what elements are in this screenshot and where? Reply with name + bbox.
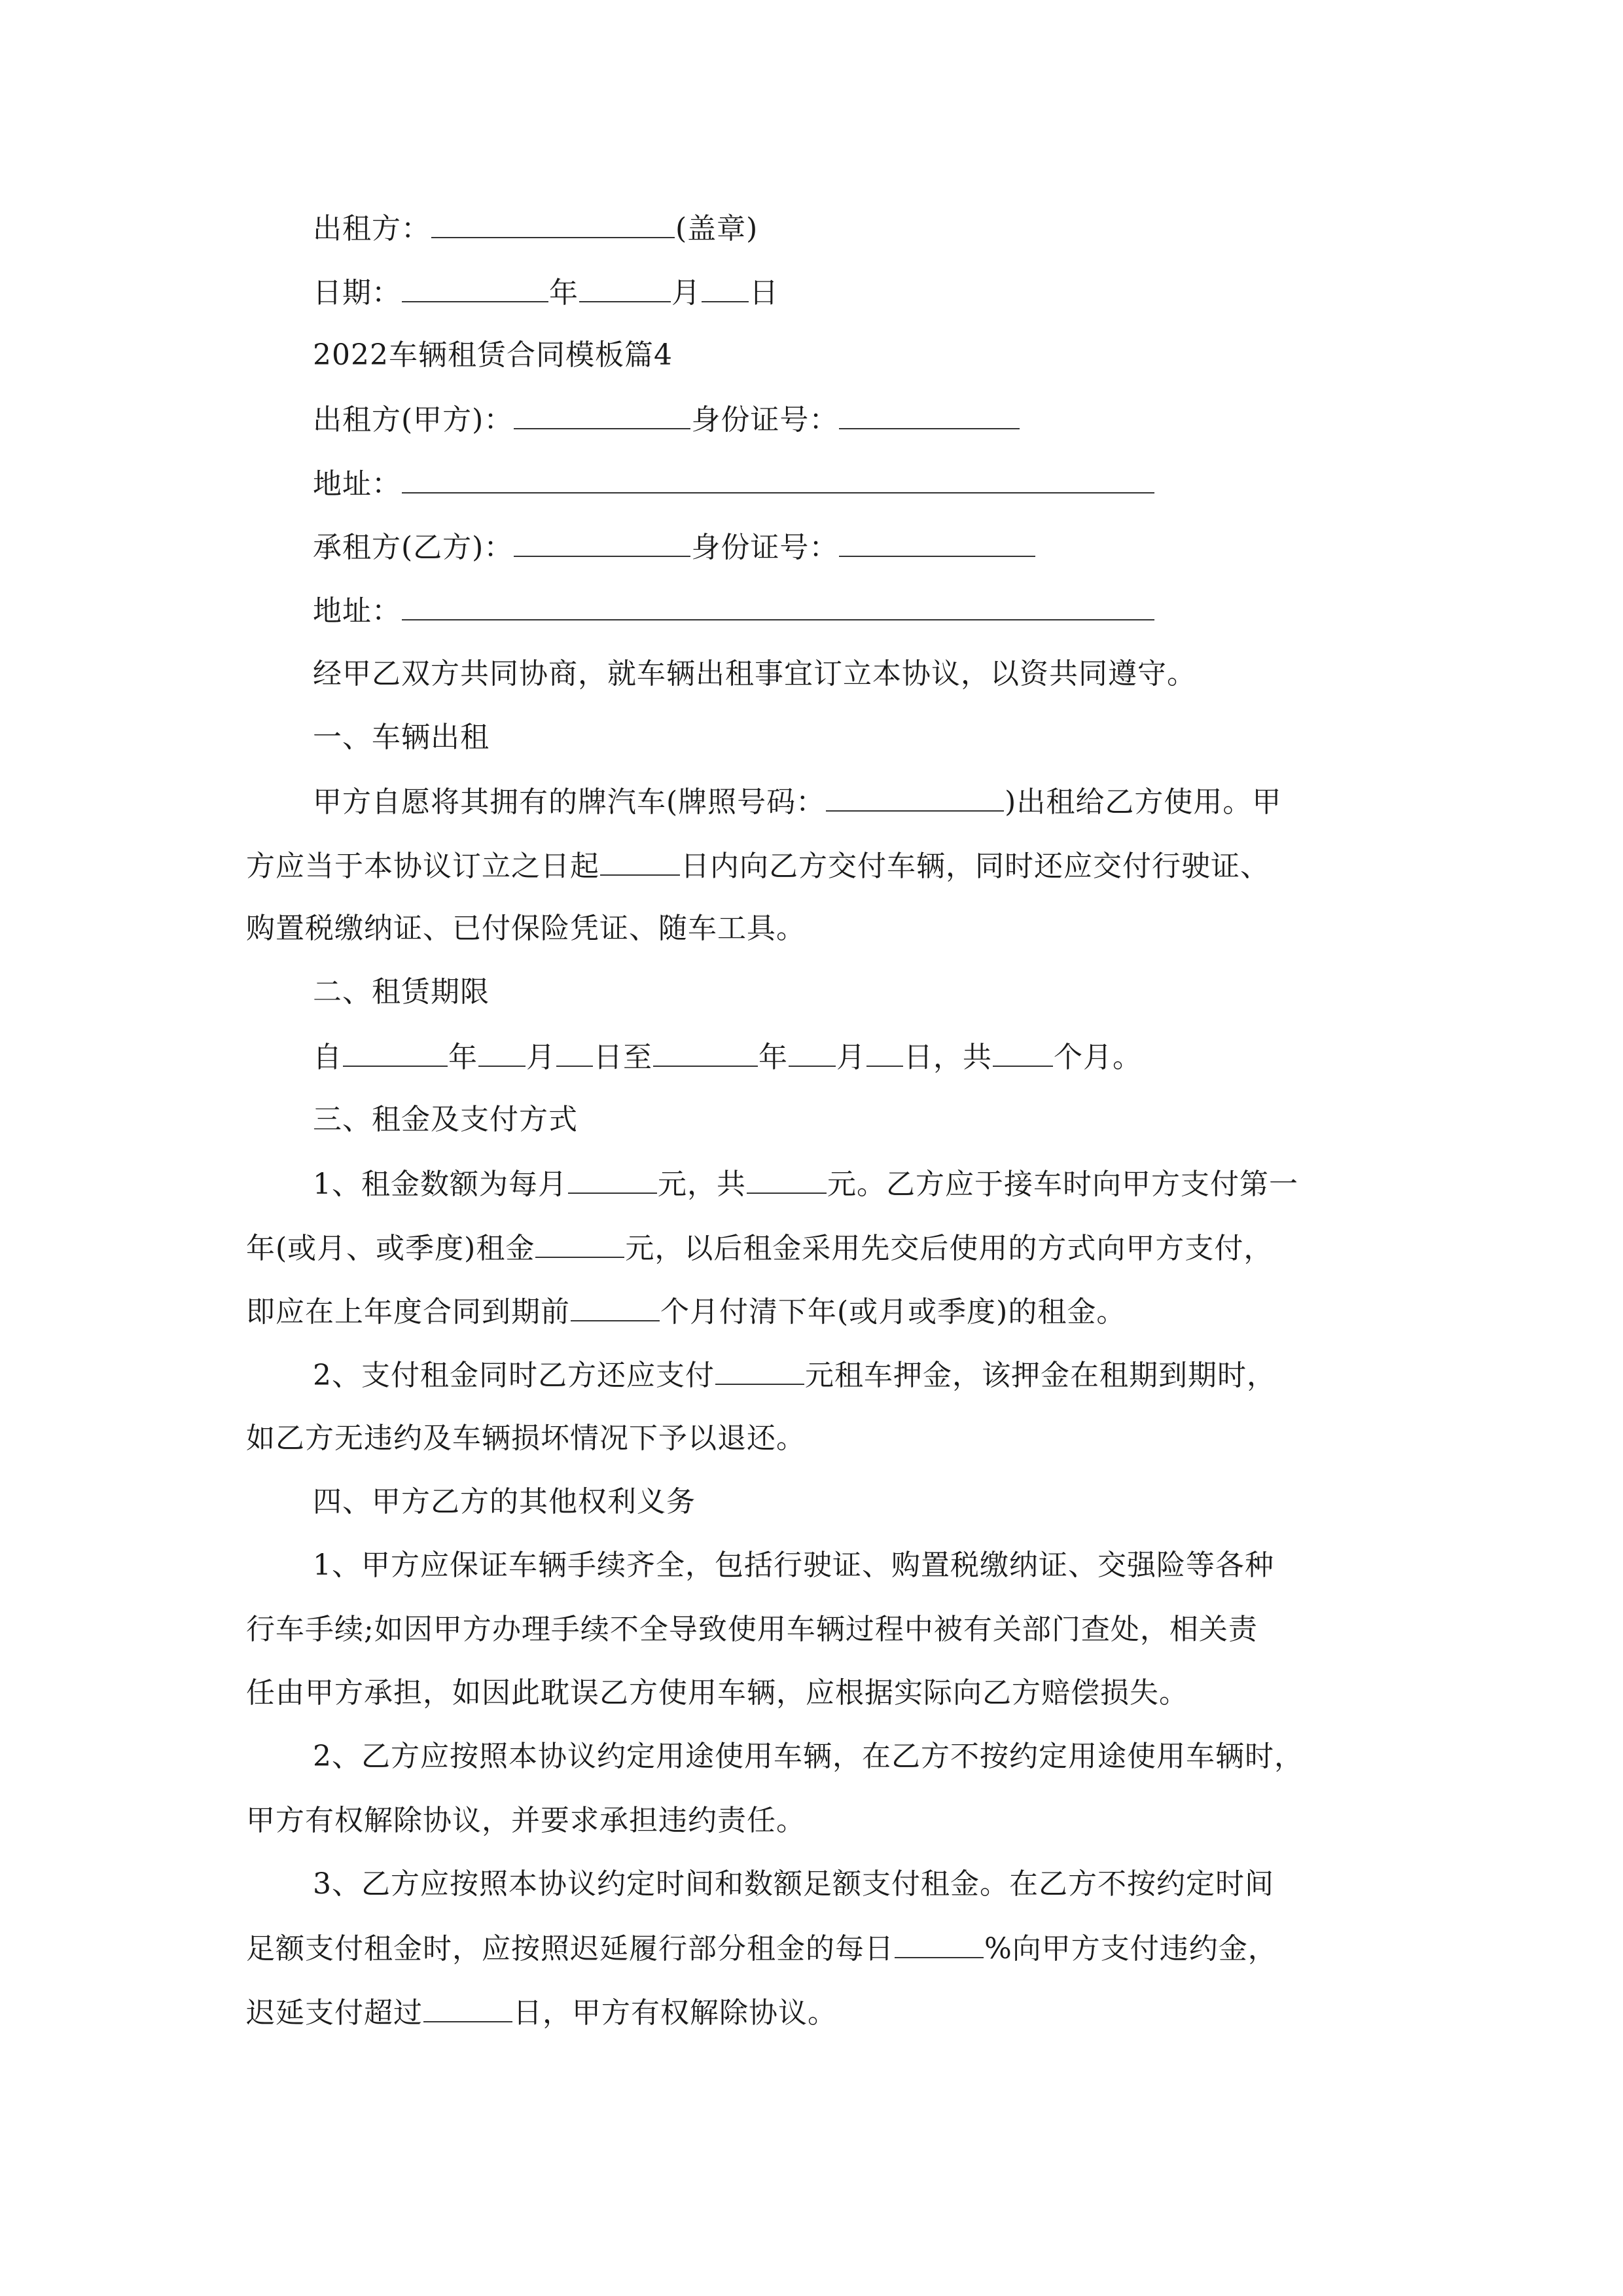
end-year-blank[interactable] [653, 1037, 758, 1067]
date-line [313, 272, 779, 313]
paragraph-text: 购置税缴纳证、已付保险凭证、随车工具。 [246, 912, 806, 945]
party-b-label: 承租方(乙方)： [313, 531, 514, 564]
paragraph-text: 3、乙方应按照本协议约定时间和数额足额支付租金。在乙方不按约定时间 [313, 1867, 1274, 1901]
start-day-blank[interactable] [556, 1037, 593, 1067]
section-heading [313, 336, 673, 375]
paragraph-text: 自 [313, 1041, 342, 1074]
paragraph-text: 2、支付租金同时乙方还应支付 [313, 1359, 715, 1392]
paragraph-text: 足额支付租金时，应按照迟延履行部分租金的每日 [246, 1932, 894, 1965]
paragraph-line [246, 1674, 1188, 1713]
advance-months-blank[interactable] [571, 1291, 660, 1321]
end-day-blank[interactable] [866, 1037, 903, 1067]
article-heading [313, 1482, 696, 1522]
party-b-id-blank[interactable] [839, 527, 1035, 557]
paragraph-text: 2、乙方应按照本协议约定用途使用车辆，在乙方不按约定用途使用车辆时， [313, 1740, 1304, 1773]
party-a-address-line [313, 463, 1155, 504]
date-label: 日期： [313, 276, 401, 310]
article-heading-text: 一、车辆出租 [313, 721, 490, 754]
penalty-rate-blank[interactable] [895, 1928, 984, 1958]
paragraph-line [246, 1419, 806, 1458]
paragraph-text: %向甲方支付违约金， [984, 1932, 1277, 1965]
paragraph-text: 1、租金数额为每月 [313, 1168, 567, 1201]
paragraph-line [313, 1865, 1274, 1904]
paragraph-line [246, 1992, 837, 2033]
paragraph-text: 日至 [594, 1041, 652, 1074]
paragraph-line [313, 1546, 1274, 1585]
paragraph-text: 月 [526, 1041, 556, 1074]
paragraph-line [313, 1164, 1298, 1204]
paragraph-text: 日，共 [904, 1041, 992, 1074]
party-b-address-blank[interactable] [402, 590, 1154, 620]
party-b-address-line [313, 590, 1155, 631]
article-heading-text: 二、租赁期限 [313, 975, 490, 1009]
section-heading-text: 2022车辆租赁合同模板篇4 [313, 338, 673, 372]
party-a-name-blank[interactable] [514, 399, 690, 429]
paragraph-line [246, 1801, 806, 1840]
party-a-address-blank[interactable] [402, 463, 1154, 493]
party-a-id-blank[interactable] [839, 399, 1020, 429]
paragraph-text: 甲方自愿将其拥有的牌汽车(牌照号码： [313, 785, 826, 819]
party-a-line [313, 399, 1020, 440]
paragraph-line [313, 655, 1196, 694]
overdue-days-blank[interactable] [423, 1992, 512, 2022]
year-label: 年 [549, 276, 579, 310]
paragraph-line [246, 1228, 1273, 1268]
month-blank[interactable] [579, 272, 671, 302]
start-month-blank[interactable] [478, 1037, 526, 1067]
plate-number-blank[interactable] [826, 781, 1004, 812]
paragraph-line [246, 846, 1270, 886]
paragraph-text: 元。乙方应于接车时向甲方支付第一 [827, 1168, 1298, 1201]
lessor-label: 出租方： [313, 212, 431, 245]
paragraph-text: 元，以后租金采用先交后使用的方式向甲方支付， [625, 1232, 1274, 1265]
paragraph-text: 年 [448, 1041, 478, 1074]
paragraph-text: )出租给乙方使用。甲 [1005, 785, 1282, 819]
lessor-name-blank[interactable] [431, 208, 675, 238]
paragraph-text: 个月。 [1054, 1041, 1142, 1074]
paragraph-text: 个月付清下年(或月或季度)的租金。 [660, 1295, 1126, 1329]
monthly-rent-blank[interactable] [568, 1164, 657, 1194]
paragraph-text: 甲方有权解除协议，并要求承担违约责任。 [246, 1804, 806, 1837]
address-label: 地址： [313, 594, 401, 628]
paragraph-line [246, 1928, 1277, 1969]
party-a-id-label: 身份证号： [691, 403, 839, 437]
paragraph-text: 即应在上年度合同到期前 [246, 1295, 570, 1329]
paragraph-text: 年 [758, 1041, 788, 1074]
article-heading-text: 三、租金及支付方式 [313, 1103, 578, 1136]
lessor-seal-line [313, 208, 758, 249]
paragraph-text: 1、甲方应保证车辆手续齐全，包括行驶证、购置税缴纳证、交强险等各种 [313, 1549, 1274, 1582]
day-label: 日 [749, 276, 779, 310]
year-blank[interactable] [402, 272, 548, 302]
total-rent-blank[interactable] [747, 1164, 827, 1194]
month-label: 月 [671, 276, 701, 310]
lease-term-line [313, 1037, 1142, 1077]
paragraph-line [246, 1610, 1258, 1649]
article-heading [313, 1100, 578, 1139]
paragraph-text: 如乙方无违约及车辆损坏情况下予以退还。 [246, 1422, 806, 1455]
party-b-line [313, 527, 1036, 567]
paragraph-text: 元，共 [658, 1168, 746, 1201]
paragraph-line [246, 1291, 1126, 1332]
paragraph-text: 日，甲方有权解除协议。 [513, 1996, 837, 2030]
paragraph-text: 迟延支付超过 [246, 1996, 423, 2030]
seal-label: (盖章) [675, 212, 758, 245]
party-b-name-blank[interactable] [514, 527, 690, 557]
paragraph-text: 月 [836, 1041, 866, 1074]
party-a-label: 出租方(甲方)： [313, 403, 514, 437]
paragraph-text: 元租车押金，该押金在租期到期时， [805, 1359, 1276, 1392]
paragraph-line [313, 781, 1281, 822]
article-heading-text: 四、甲方乙方的其他权利义务 [313, 1485, 696, 1518]
paragraph-line [246, 909, 806, 948]
paragraph-text: 年(或月、或季度)租金 [246, 1232, 535, 1265]
day-blank[interactable] [702, 272, 749, 302]
article-heading [313, 718, 490, 757]
end-month-blank[interactable] [789, 1037, 836, 1067]
first-rent-blank[interactable] [535, 1228, 624, 1258]
months-blank[interactable] [993, 1037, 1053, 1067]
paragraph-line [313, 1355, 1276, 1395]
deposit-blank[interactable] [715, 1355, 804, 1385]
address-label: 地址： [313, 467, 401, 501]
paragraph-text: 任由甲方承担，如因此耽误乙方使用车辆，应根据实际向乙方赔偿损失。 [246, 1676, 1188, 1710]
start-year-blank[interactable] [343, 1037, 448, 1067]
paragraph-line [313, 1737, 1304, 1776]
paragraph-text: 行车手续;如因甲方办理手续不全导致使用车辆过程中被有关部门查处，相关责 [246, 1613, 1258, 1646]
paragraph-text: 方应当于本协议订立之日起 [246, 850, 599, 883]
paragraph-text: 经甲乙双方共同协商，就车辆出租事宜订立本协议，以资共同遵守。 [313, 657, 1196, 691]
article-heading [313, 973, 490, 1012]
paragraph-text: 日内向乙方交付车辆，同时还应交付行驶证、 [681, 850, 1270, 883]
delivery-days-blank[interactable] [600, 846, 680, 876]
party-b-id-label: 身份证号： [691, 531, 839, 564]
